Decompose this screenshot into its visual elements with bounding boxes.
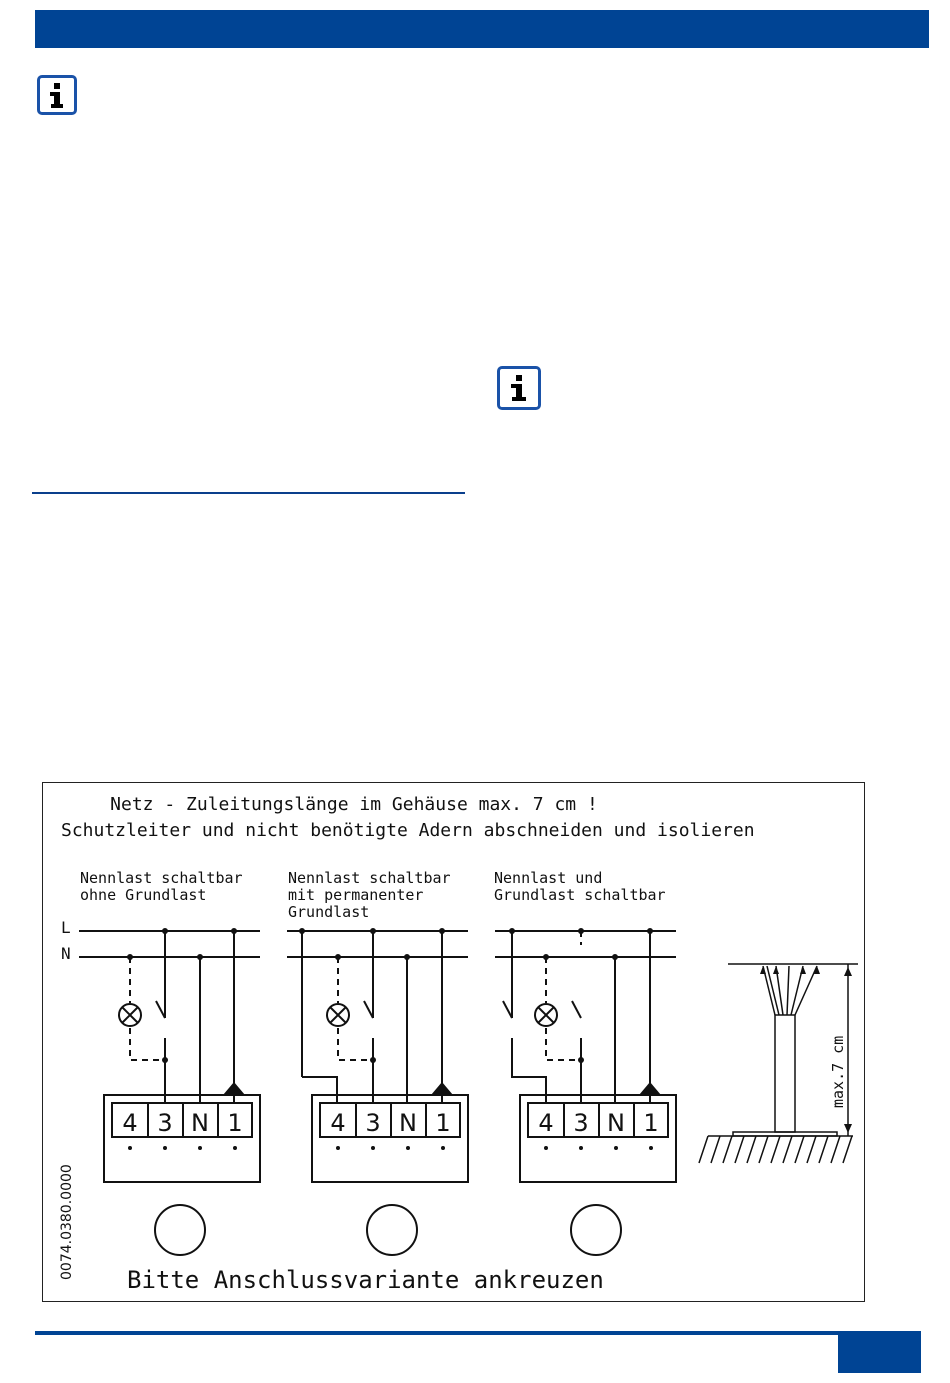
bottom-instruction: Bitte Anschlussvariante ankreuzen xyxy=(127,1266,604,1294)
variant-2-label-line-3: Grundlast xyxy=(288,903,370,921)
variant-2-label-line-1: Nennlast schaltbar xyxy=(288,869,451,887)
variant-3-checkbox xyxy=(571,1205,621,1255)
terminal-label: 4 xyxy=(330,1109,346,1137)
line-label-l: L xyxy=(61,918,71,937)
document-number: 0074.0380.0000 xyxy=(59,1164,75,1280)
terminal-label: N xyxy=(399,1109,417,1137)
info-icon xyxy=(37,75,77,115)
figure-subtitle: Schutzleiter und nicht benötigte Adern abschneiden und isolieren xyxy=(61,820,755,841)
variant-2-label-line-2: mit permanenter xyxy=(288,886,424,904)
terminal-label: 4 xyxy=(538,1109,554,1137)
terminal-label: 1 xyxy=(643,1109,659,1137)
terminal-label: 1 xyxy=(435,1109,451,1137)
wiring-diagram xyxy=(42,782,865,1302)
figure-title: Netz - Zuleitungslänge im Gehäuse max. 7 cm ! xyxy=(110,794,598,815)
variant-1-checkbox xyxy=(155,1205,205,1255)
earth-symbol xyxy=(639,1082,661,1095)
variant-3-label-line-1: Nennlast und xyxy=(494,869,603,887)
variant-2-checkbox xyxy=(367,1205,417,1255)
footer-bar xyxy=(35,1331,921,1335)
terminal-label: 1 xyxy=(227,1109,243,1137)
variant-1-label-line-2: ohne Grundlast xyxy=(80,886,207,904)
cable-dimension-label: max.7 cm xyxy=(829,1035,847,1108)
header-bar xyxy=(35,10,929,48)
terminal-label: 3 xyxy=(157,1109,173,1137)
terminal-label: 4 xyxy=(122,1109,138,1137)
terminal-label: 3 xyxy=(365,1109,381,1137)
earth-symbol xyxy=(223,1082,245,1095)
terminal-label: 3 xyxy=(573,1109,589,1137)
variant-1-label-line-1: Nennlast schaltbar xyxy=(80,869,243,887)
section-divider xyxy=(32,492,465,494)
terminal-label: N xyxy=(607,1109,625,1137)
page-number-box xyxy=(838,1331,921,1373)
info-icon xyxy=(497,366,541,410)
variant-3-label-line-2: Grundlast schaltbar xyxy=(494,886,666,904)
earth-symbol xyxy=(431,1082,453,1095)
terminal-label: N xyxy=(191,1109,209,1137)
line-label-n: N xyxy=(61,944,71,963)
